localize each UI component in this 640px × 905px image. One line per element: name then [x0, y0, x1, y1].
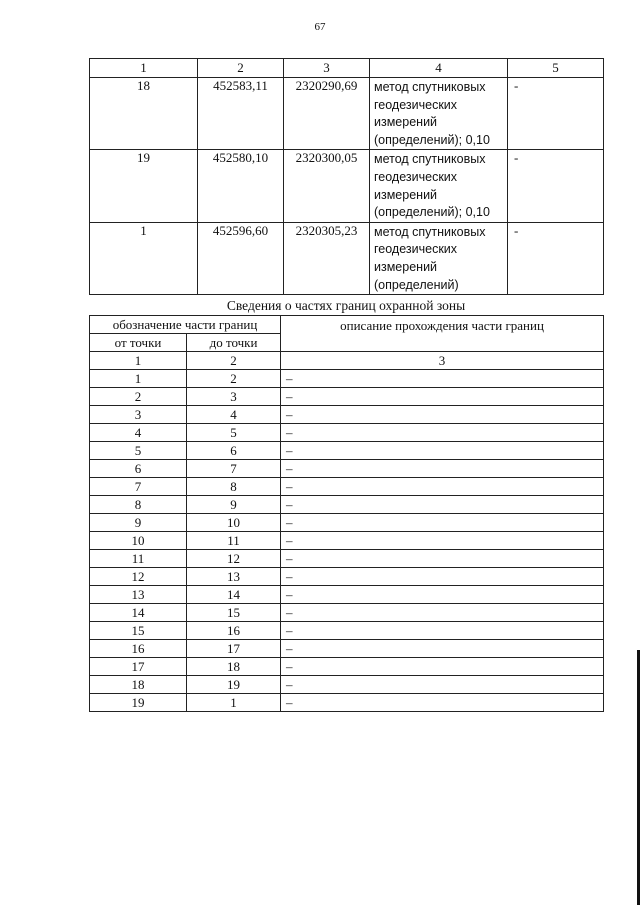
description: –	[281, 694, 604, 712]
from-point: 13	[90, 586, 187, 604]
point-number: 18	[90, 78, 198, 150]
from-point: 2	[90, 388, 187, 406]
column-number-3: 3	[281, 352, 604, 370]
from-point: 18	[90, 676, 187, 694]
table-row	[90, 78, 604, 150]
description: –	[281, 424, 604, 442]
description: –	[281, 514, 604, 532]
table-row	[90, 532, 604, 550]
method-line: измерений	[374, 187, 438, 202]
table-row	[90, 658, 604, 676]
method-cell	[370, 222, 508, 294]
table-row	[90, 550, 604, 568]
to-point: 17	[187, 640, 281, 658]
y-coordinate: 2320300,05	[284, 150, 370, 222]
from-point: 15	[90, 622, 187, 640]
method-line: геодезических	[374, 169, 458, 184]
coordinates-table-header	[90, 59, 604, 78]
method-line: геодезических	[374, 242, 458, 257]
description: –	[281, 460, 604, 478]
point-number: 19	[90, 150, 198, 222]
column-number-1: 1	[90, 59, 198, 78]
description: –	[281, 442, 604, 460]
description: –	[281, 622, 604, 640]
from-point: 11	[90, 550, 187, 568]
from-point: 8	[90, 496, 187, 514]
header-to-point: до точки	[187, 334, 281, 352]
table-row	[90, 150, 604, 222]
method-cell	[370, 78, 508, 150]
header-description: описание прохождения части границ	[281, 316, 604, 352]
table-row	[90, 442, 604, 460]
table-row	[90, 370, 604, 388]
to-point: 13	[187, 568, 281, 586]
from-point: 1	[90, 370, 187, 388]
table-row	[90, 478, 604, 496]
description: –	[281, 550, 604, 568]
column-number-4: 4	[370, 59, 508, 78]
from-point: 19	[90, 694, 187, 712]
description: –	[281, 532, 604, 550]
to-point: 9	[187, 496, 281, 514]
method-line: метод спутниковых	[374, 152, 486, 167]
point-number: 1	[90, 222, 198, 294]
to-point: 16	[187, 622, 281, 640]
column-numbers-row	[90, 352, 604, 370]
point-note: -	[508, 222, 604, 294]
to-point: 12	[187, 550, 281, 568]
from-point: 5	[90, 442, 187, 460]
to-point: 5	[187, 424, 281, 442]
page-number: 67	[314, 21, 326, 33]
header-from-point: от точки	[90, 334, 187, 352]
method-line: геодезических	[374, 97, 458, 112]
table-row	[90, 694, 604, 712]
description: –	[281, 586, 604, 604]
to-point: 10	[187, 514, 281, 532]
method-line: измерений	[374, 259, 438, 274]
description: –	[281, 478, 604, 496]
table-row	[90, 604, 604, 622]
section-title: Сведения о частях границ охранной зоны	[226, 298, 466, 313]
method-line: (определений); 0,10	[374, 205, 490, 220]
table-row	[90, 676, 604, 694]
method-line: метод спутниковых	[374, 224, 486, 239]
table-row	[90, 460, 604, 478]
description: –	[281, 406, 604, 424]
to-point: 15	[187, 604, 281, 622]
to-point: 2	[187, 370, 281, 388]
description: –	[281, 388, 604, 406]
description: –	[281, 676, 604, 694]
description: –	[281, 370, 604, 388]
description: –	[281, 640, 604, 658]
x-coordinate: 452596,60	[198, 222, 284, 294]
description: –	[281, 658, 604, 676]
from-point: 12	[90, 568, 187, 586]
to-point: 4	[187, 406, 281, 424]
boundary-parts-table	[89, 315, 604, 712]
x-coordinate: 452580,10	[198, 150, 284, 222]
table-row	[90, 496, 604, 514]
column-number-3: 3	[284, 59, 370, 78]
table-row	[90, 424, 604, 442]
description: –	[281, 568, 604, 586]
to-point: 18	[187, 658, 281, 676]
table-row	[90, 406, 604, 424]
from-point: 3	[90, 406, 187, 424]
from-point: 4	[90, 424, 187, 442]
x-coordinate: 452583,11	[198, 78, 284, 150]
from-point: 16	[90, 640, 187, 658]
to-point: 7	[187, 460, 281, 478]
from-point: 7	[90, 478, 187, 496]
method-cell	[370, 150, 508, 222]
y-coordinate: 2320290,69	[284, 78, 370, 150]
method-line: (определений); 0,10	[374, 132, 490, 147]
table-row	[90, 514, 604, 532]
to-point: 6	[187, 442, 281, 460]
to-point: 3	[187, 388, 281, 406]
table-row	[90, 586, 604, 604]
y-coordinate: 2320305,23	[284, 222, 370, 294]
method-line: (определений)	[374, 277, 459, 292]
table-row	[90, 568, 604, 586]
column-number-2: 2	[187, 352, 281, 370]
to-point: 8	[187, 478, 281, 496]
from-point: 14	[90, 604, 187, 622]
method-line: измерений	[374, 115, 438, 130]
table-row	[90, 222, 604, 294]
to-point: 19	[187, 676, 281, 694]
boundary-table-header	[90, 316, 604, 334]
point-note: -	[508, 78, 604, 150]
to-point: 1	[187, 694, 281, 712]
header-boundary-parts: обозначение части границ	[90, 316, 281, 334]
column-number-1: 1	[90, 352, 187, 370]
point-note: -	[508, 150, 604, 222]
table-row	[90, 622, 604, 640]
from-point: 6	[90, 460, 187, 478]
coordinates-table	[89, 58, 604, 295]
column-number-2: 2	[198, 59, 284, 78]
to-point: 11	[187, 532, 281, 550]
from-point: 9	[90, 514, 187, 532]
table-row	[90, 640, 604, 658]
column-number-5: 5	[508, 59, 604, 78]
from-point: 17	[90, 658, 187, 676]
from-point: 10	[90, 532, 187, 550]
to-point: 14	[187, 586, 281, 604]
description: –	[281, 496, 604, 514]
table-row	[90, 388, 604, 406]
method-line: метод спутниковых	[374, 80, 486, 94]
description: –	[281, 604, 604, 622]
